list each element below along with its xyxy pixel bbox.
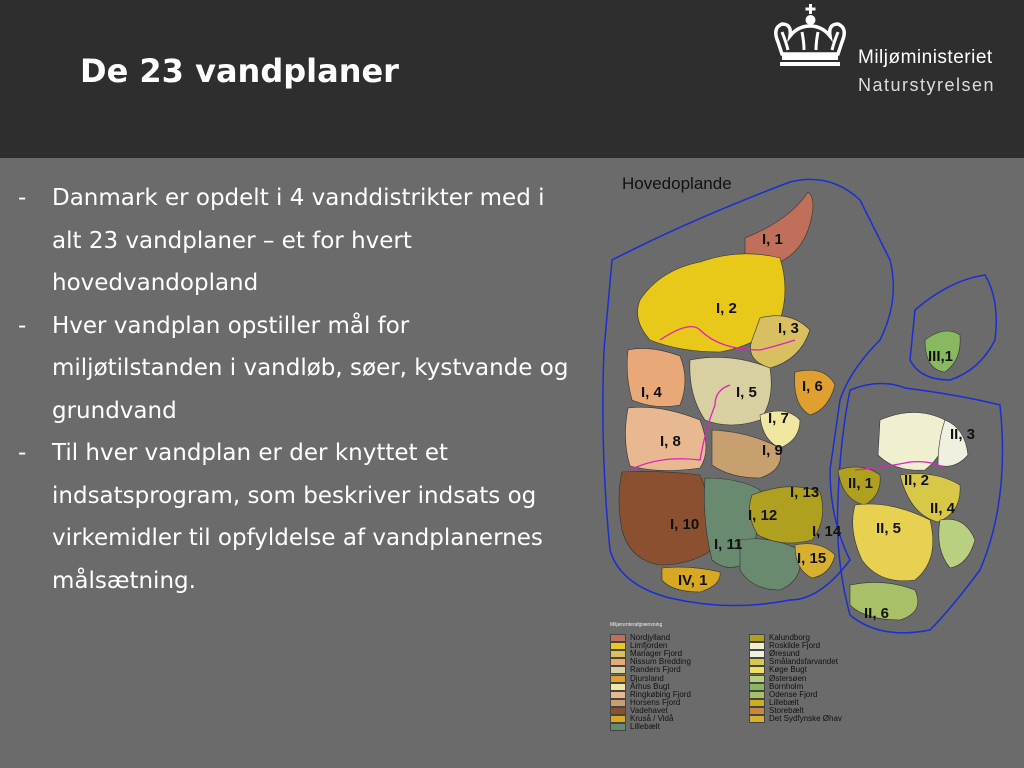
region-label: I, 8 bbox=[660, 433, 681, 450]
legend-swatch bbox=[749, 683, 765, 691]
legend-swatch bbox=[749, 658, 765, 666]
legend-label: Smålandsfarvandet bbox=[769, 657, 838, 667]
bullet-marker: - bbox=[18, 312, 27, 339]
bullet-marker: - bbox=[18, 185, 27, 211]
legend-label: Odense Fjord bbox=[769, 689, 818, 699]
legend-swatch bbox=[610, 634, 626, 642]
legend-label: Roskilde Fjord bbox=[769, 641, 821, 651]
legend-swatch bbox=[610, 658, 626, 666]
legend-header: Miljøcenterafgrænsning bbox=[610, 622, 663, 628]
bullet-text: Hver vandplan opstiller mål for miljøtilstanden i vandløb, søer, kystvande og grundvand bbox=[52, 312, 569, 424]
legend-swatch bbox=[749, 699, 765, 707]
legend-swatch bbox=[749, 675, 765, 683]
bullet-item bbox=[18, 177, 578, 305]
legend-label: Østersøen bbox=[769, 673, 807, 683]
region-label: I, 1 bbox=[762, 231, 783, 248]
region-ostersoen bbox=[939, 519, 975, 568]
legend-label: Kalundborg bbox=[769, 633, 810, 643]
ministry-name: Miljøministeriet bbox=[858, 47, 993, 68]
map-title: Hovedoplande bbox=[622, 174, 732, 193]
legend-swatch bbox=[749, 715, 765, 723]
bullet-item bbox=[18, 432, 578, 602]
region-label: II, 6 bbox=[864, 605, 890, 622]
region-randers-fjord bbox=[690, 357, 771, 425]
region-smalandsfarvandet bbox=[853, 504, 933, 581]
legend-label: Storebælt bbox=[769, 705, 804, 715]
agency-name: Naturstyrelsen bbox=[858, 75, 996, 95]
region-label: IV, 1 bbox=[678, 572, 708, 589]
legend-swatch bbox=[749, 634, 765, 642]
region-label: II, 3 bbox=[950, 426, 976, 443]
region-label: II, 5 bbox=[876, 520, 902, 537]
legend-label: Bornholm bbox=[769, 681, 804, 691]
region-label: I, 13 bbox=[790, 484, 820, 501]
legend-column-right bbox=[749, 634, 842, 723]
region-label: I, 3 bbox=[778, 320, 799, 337]
region-label: II, 4 bbox=[930, 500, 956, 517]
legend-swatch bbox=[749, 650, 765, 658]
region-label: II, 1 bbox=[848, 475, 874, 492]
region-label: I, 2 bbox=[716, 300, 737, 317]
legend-swatch bbox=[610, 707, 626, 715]
region-label: I, 15 bbox=[797, 550, 827, 567]
region-label: I, 10 bbox=[670, 516, 700, 533]
legend-label: Mariager Fjord bbox=[630, 649, 683, 659]
region-label: I, 14 bbox=[812, 523, 842, 540]
legend-swatch bbox=[749, 666, 765, 674]
legend-label: Ringkøbing Fjord bbox=[630, 689, 691, 699]
legend-swatch bbox=[610, 691, 626, 699]
region-label: III,1 bbox=[928, 348, 954, 365]
legend-label: Nissum Bredding bbox=[630, 657, 691, 667]
bullet-item bbox=[18, 305, 578, 433]
legend-label: Lillebælt bbox=[630, 722, 660, 732]
legend-label: Køge Bugt bbox=[769, 665, 807, 675]
legend-label: Djursland bbox=[630, 673, 664, 683]
legend-label: Vadehavet bbox=[630, 705, 668, 715]
bullet-marker: - bbox=[18, 440, 27, 466]
legend-label: Lillebælt bbox=[769, 697, 799, 707]
legend-swatch bbox=[749, 707, 765, 715]
legend-column-left bbox=[610, 634, 691, 731]
legend-label: Horsens Fjord bbox=[630, 697, 681, 707]
legend-item bbox=[610, 723, 691, 731]
legend-swatch bbox=[610, 642, 626, 650]
region-label: I, 12 bbox=[748, 507, 778, 524]
region-nordjylland bbox=[745, 192, 813, 262]
legend-swatch bbox=[749, 691, 765, 699]
region-label: I, 7 bbox=[768, 410, 789, 427]
region-label: II, 2 bbox=[904, 472, 930, 489]
bullet-text: Danmark er opdelt i 4 vanddistrikter med i alt 23 vandplaner – et for hvert hovedvandopland bbox=[52, 185, 545, 296]
region-south-jutland-islands bbox=[740, 539, 801, 590]
region-label: I, 5 bbox=[736, 384, 757, 401]
legend-label: Det Sydfynske Øhav bbox=[769, 713, 842, 723]
legend-swatch bbox=[610, 715, 626, 723]
legend-label: Kruså / Vidå bbox=[630, 713, 674, 723]
legend-swatch bbox=[749, 642, 765, 650]
region-label: I, 4 bbox=[641, 384, 662, 401]
legend-label: Limfjorden bbox=[630, 641, 668, 651]
page-title: De 23 vandplaner bbox=[80, 52, 399, 90]
legend-swatch bbox=[610, 650, 626, 658]
legend-label: Øresund bbox=[769, 649, 800, 659]
legend-swatch bbox=[610, 723, 626, 731]
bullet-text: Til hver vandplan er der knyttet et indsatsprogram, som beskriver indsats og virkemidler til opfyldelse af vandplanernes målsætning. bbox=[52, 440, 543, 594]
legend-label: Randers Fjord bbox=[630, 665, 681, 675]
legend-label: Nordjylland bbox=[630, 633, 671, 643]
legend-swatch bbox=[610, 675, 626, 683]
legend-label: Århus Bugt bbox=[630, 681, 670, 691]
legend-swatch bbox=[610, 666, 626, 674]
legend-swatch bbox=[610, 699, 626, 707]
bullet-list bbox=[18, 177, 578, 602]
legend-item bbox=[749, 715, 842, 723]
legend-swatch bbox=[610, 683, 626, 691]
region-label: I, 6 bbox=[802, 378, 823, 395]
region-label: I, 11 bbox=[714, 536, 743, 553]
region-label: I, 9 bbox=[762, 442, 783, 459]
